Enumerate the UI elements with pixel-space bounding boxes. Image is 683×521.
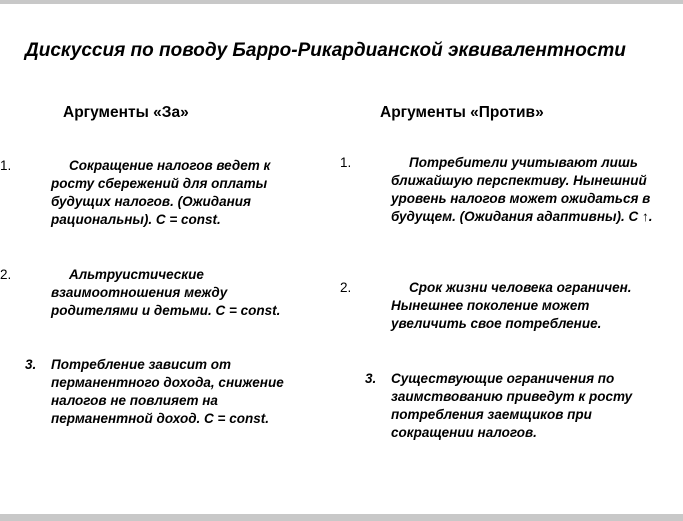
con-item-2-text: Срок жизни человека ограничен. Нынешнее поколение может увеличить свое потребление.: [391, 280, 632, 331]
slide: [0, 4, 683, 514]
pro-item-2-number: 2.: [0, 267, 12, 282]
pro-item-3-text: Потребление зависит от перманентного дохода, снижение налогов не повлияет на перманентной доход. C = const.: [51, 357, 284, 426]
pro-heading: Аргументы «За»: [63, 104, 189, 121]
pro-item-1-number: 1.: [0, 158, 12, 173]
con-item-3-text: Существующие ограничения по заимствованию приведут к росту потребления заемщиков при сокращении налогов.: [391, 371, 633, 440]
con-heading: Аргументы «Против»: [380, 104, 544, 121]
pro-item-3-number: 3.: [25, 357, 37, 372]
pro-item-1-text: Сокращение налогов ведет к росту сбережений для оплаты будущих налогов. (Ожидания рациональны). C = const.: [51, 158, 271, 227]
slide-title: Дискуссия по поводу Барро-Рикардианской эквивалентности: [25, 40, 626, 61]
con-item-1-text: Потребители учитывают лишь ближайшую перспективу. Нынешний уровень налогов может ожидаться в будущем. (Ожидания адаптивны). C ↑.: [391, 155, 653, 224]
con-item-3-number: 3.: [365, 371, 377, 386]
con-item-1-number: 1.: [340, 155, 352, 170]
pro-item-2-text: Альтруистические взаимоотношения между родителями и детьми. C = const.: [51, 267, 281, 318]
con-item-2-number: 2.: [340, 280, 352, 295]
